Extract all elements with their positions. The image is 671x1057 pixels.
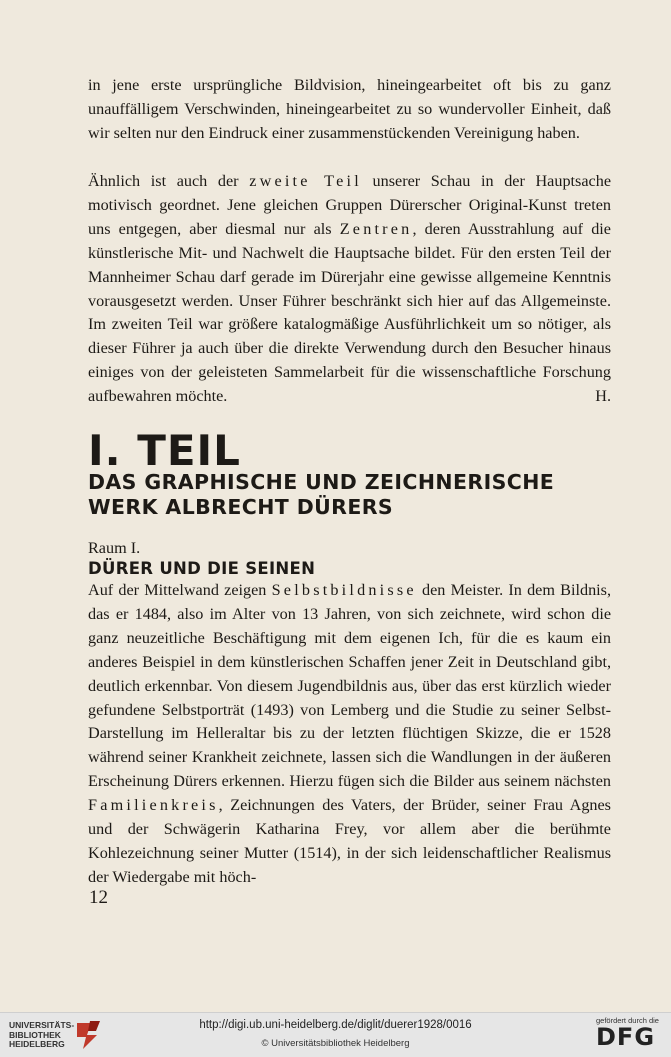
part-subtitle: DAS GRAPHISCHE UND ZEICHNERISCHE WERK ALBRECHT DÜRERS <box>88 470 555 519</box>
spaced-term-selbstbildnisse: Selbstbildnisse <box>271 581 417 599</box>
paragraph-3-text-c: , Zeichnungen des Vaters, der Brüder, seiner Frau Agnes und der Schwägerin Katharina Frey, vor allem aber die berühmte Kohlezeichnung seiner Mutter (1514), in der sich leidenschaftlicher Realismus der Wiedergabe mit höch- <box>88 796 611 886</box>
page-number: 12 <box>89 887 108 908</box>
paragraph-3 <box>88 579 611 890</box>
paragraph-2 <box>88 170 611 409</box>
dfg-sponsor-logo[interactable] <box>592 1016 664 1054</box>
spaced-term-zentren: Zentren <box>339 219 413 238</box>
paragraph-3-text-b: den Meister. In dem Bildnis, das er 1484, also im Alter von 13 Jahren, von sich zeichnete, wird schon die ganz neuzeitliche Beschäftigung mit dem eigenen Ich, für die es kaum ein anderes Beispiel in dem künstlerischen Schaffen jener Zeit in Deutschland gibt, deutlich erkennbar. Von diesem Jugendbildnis aus, über das erst kürzlich wieder gefundene Selbstporträt (1493) von Lemberg und die Studie zu seiner Selbst-Darstellung im Helleraltar bis zu der letzten flüchtigen Skizze, die er 1528 während seiner Krankheit zeichnete, lassen sich die Wandlungen in der äußeren Erscheinung Dürers erkennen. Hierzu fügen sich die Bilder aus seinem nächsten <box>88 581 612 791</box>
library-logo-line-2: BIBLIOTHEK <box>9 1029 61 1040</box>
spaced-term-zweite-teil: zweite Teil <box>249 172 362 190</box>
signature: H. <box>595 387 611 406</box>
paragraph-1: in jene erste ursprüngliche Bildvision, hineingearbeitet oft bis zu ganz unauffälligem Verschwinden, hineingearbeitet zu so wundervoller Einheit, daß wir selten nur den Eindruck einer zusammenstückenden Vereinigung haben. <box>88 76 611 142</box>
room-label: Raum I. <box>88 539 141 557</box>
paragraph-3-text-a: Auf der Mittelwand zeigen <box>88 581 272 599</box>
section-heading: DÜRER UND DIE SEINEN <box>88 559 316 578</box>
paragraph-2-text-a: Ähnlich ist auch der <box>88 172 250 190</box>
viewer-footer <box>0 1012 671 1057</box>
library-logo-line-3: HEIDELBERG <box>9 1039 65 1049</box>
copyright-notice: © Universitätsbibliothek Heidelberg <box>261 1038 410 1049</box>
part-title: I. TEIL <box>88 426 241 475</box>
library-logo-line-1: UNIVERSITÄTS- <box>9 1020 75 1030</box>
paragraph-2-text-b: unserer Schau in der Hauptsache motivisch geordnet. Jene gleichen Gruppen Dürerscher Original-Kunst treten uns entgegen, aber diesmal nur als <box>88 172 612 238</box>
dfg-logo-text: DFG <box>596 1023 656 1051</box>
permalink-url[interactable]: http://digi.ub.uni-heidelberg.de/diglit/duerer1928/0016 <box>199 1019 472 1031</box>
spaced-term-familienkreis: Familienkreis <box>88 796 219 815</box>
sponsor-caption: gefördert durch die <box>596 1016 659 1025</box>
paragraph-2-text-c: , deren Ausstrahlung auf die künstlerische Mit- und Nachwelt die Hauptsache bildet. Für den ersten Teil der Mannheimer Schau darf gerade im Dürerjahr eine gewisse allgemeine Kenntnis vorausgesetzt werden. Unser Führer beschränkt sich hier auf das Allgemeinste. Im zweiten Teil war größere katalogmäßige Ausführlichkeit um so nötiger, als dieser Führer ja auch über die direkte Verwendung durch den Besucher hinaus einiges von der geleisteten Sammelarbeit für die wissenschaftliche Forschung aufbewahren möchte. <box>88 219 611 406</box>
